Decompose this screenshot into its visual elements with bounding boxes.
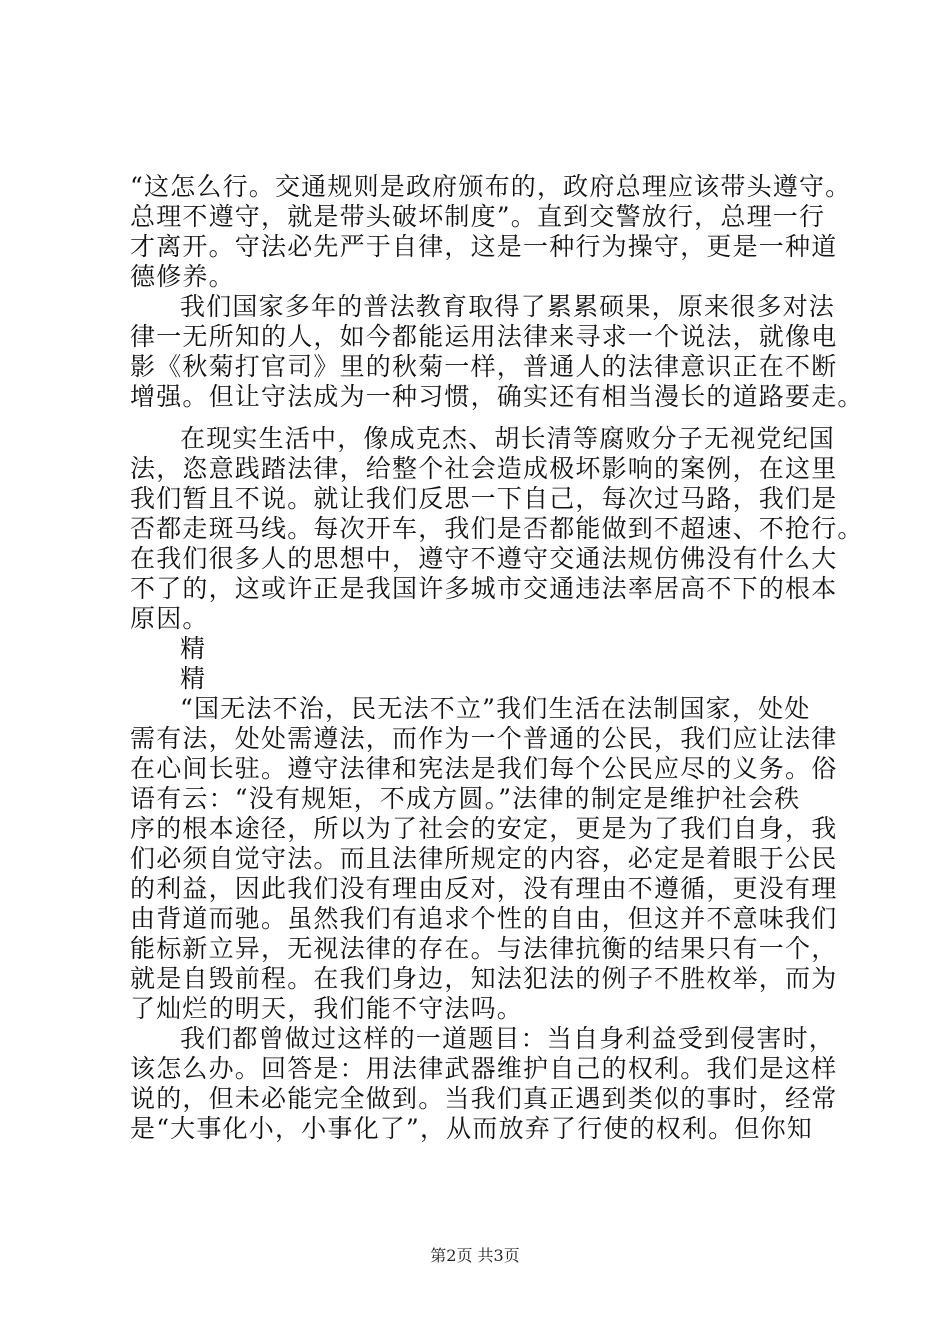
text-line: 德修养。 bbox=[130, 262, 235, 291]
text-line: 原因。 bbox=[130, 604, 209, 633]
document-body bbox=[130, 172, 864, 1144]
text-line: 语有云：“没有规矩，不成方圆。”法律的制定是维护社会秩 bbox=[130, 784, 801, 813]
text-line: 由背道而驰。虽然我们有追求个性的自由，但这并不意味我们 bbox=[130, 904, 838, 933]
text-line: 该怎么办。回答是：用法律武器维护自己的权利。我们是这样 bbox=[130, 1054, 838, 1083]
stray-character-line: 精 bbox=[180, 634, 207, 663]
text-line: 增强。但让守法成为一种习惯，确实还有相当漫长的道路要走。 bbox=[130, 382, 864, 411]
text-line: 就是自毁前程。在我们身边，知法犯法的例子不胜枚举，而为 bbox=[130, 964, 838, 993]
text-line: 能标新立异，无视法律的存在。与法律抗衡的结果只有一个， bbox=[130, 934, 838, 963]
text-line: 的利益，因此我们没有理由反对，没有理由不遵循，更没有理 bbox=[130, 874, 838, 903]
text-line: 需有法，处处需遵法，而作为一个普通的公民，我们应让法律 bbox=[130, 724, 838, 753]
text-line: 才离开。守法必先严于自律，这是一种行为操守，更是一种道 bbox=[130, 232, 838, 261]
text-line: 们必须自觉守法。而且法律所规定的内容，必定是着眼于公民 bbox=[130, 844, 838, 873]
text-line: “这怎么行。交通规则是政府颁布的，政府总理应该带头遵守。 bbox=[130, 172, 852, 201]
text-line: 序的根本途径，所以为了社会的安定，更是为了我们自身，我 bbox=[130, 814, 838, 843]
text-line: 否都走斑马线。每次开车，我们是否都能做到不超速、不抢行。 bbox=[130, 514, 864, 543]
paragraph-first-line: 我们都曾做过这样的一道题目：当自身利益受到侵害时， bbox=[180, 1024, 836, 1053]
text-line: 了灿烂的明天，我们能不守法吗。 bbox=[130, 994, 524, 1023]
text-line: 在心间长驻。遵守法律和宪法是我们每个公民应尽的义务。俗 bbox=[130, 754, 838, 783]
text-line: 我们暂且不说。就让我们反思一下自己，每次过马路，我们是 bbox=[130, 484, 838, 513]
paragraph-gap bbox=[130, 412, 830, 424]
paragraph-first-line: 我们国家多年的普法教育取得了累累硕果，原来很多对法 bbox=[180, 292, 836, 321]
page-number-footer: 第2页 共3页 bbox=[430, 1246, 520, 1265]
text-line: 说的，但未必能完全做到。当我们真正遇到类似的事时，经常 bbox=[130, 1084, 838, 1113]
text-line: 不了的，这或许正是我国许多城市交通违法率居高不下的根本 bbox=[130, 574, 838, 603]
text-line: 法，恣意践踏法律，给整个社会造成极坏影响的案例，在这里 bbox=[130, 454, 838, 483]
text-line: 是“大事化小，小事化了”，从而放弃了行使的权利。但你知 bbox=[130, 1114, 813, 1143]
text-line: 影《秋菊打官司》里的秋菊一样，普通人的法律意识正在不断 bbox=[130, 352, 838, 381]
paragraph-first-line: 在现实生活中，像成克杰、胡长清等腐败分子无视党纪国 bbox=[180, 424, 836, 453]
text-line: 律一无所知的人，如今都能运用法律来寻求一个说法，就像电 bbox=[130, 322, 838, 351]
stray-character-line: 精 bbox=[180, 664, 207, 693]
paragraph-first-line: “国无法不治，民无法不立”我们生活在法制国家，处处 bbox=[180, 694, 811, 723]
text-line: 总理不遵守，就是带头破坏制度”。直到交警放行，总理一行 bbox=[130, 202, 826, 231]
text-line: 在我们很多人的思想中，遵守不遵守交通法规仿佛没有什么大 bbox=[130, 544, 838, 573]
